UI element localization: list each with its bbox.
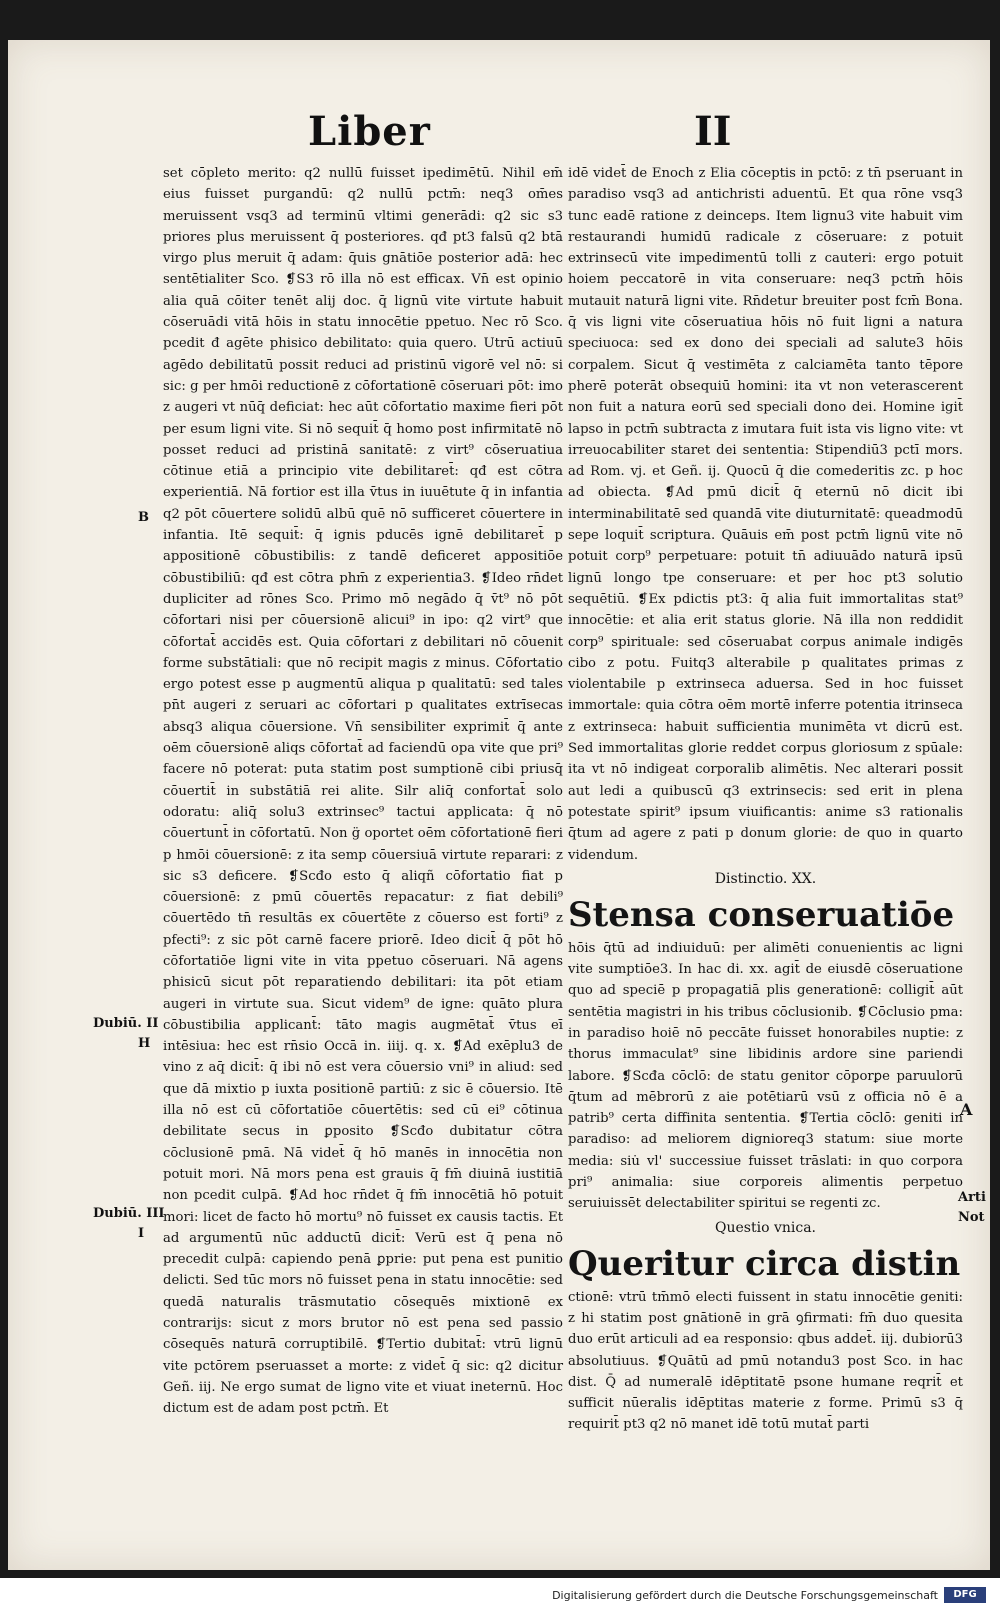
margin-letter-h: H	[138, 1036, 151, 1051]
margin-articulus: Arti	[958, 1190, 986, 1205]
left-column-paragraph: set cōpleto merito: q2 nullū fuisset ipedimētū. Nihil em̄ eius fuisset purgandū: q2 nullū pctm̄: neq3 om̄es meruissent vsq3 ad terminū vltimi generādi: q2 sic s3 priores plus meruissent q̄ posteriores. qđ pt3 falsū q2 btā virgo plus meruit q̄ adam: q̄uis gnātiōe posterior adā: hec sentētialiter Sco. ❡S3 rō illa nō est efficax. Vn̄ est opinio alia quā cōiter tenēt alij doc. q̄ lignū vite virtute habuit cōseruādi vitā hōis in statu innocētie ppetuo. Nec rō Sco. pcedit đ agēte phisico debilitato: quia quero. Utrū actiuū agēdo debilitatū possit reduci ad pristinū vigorē vel nō: si sic: g per hmōi reductionē z cōfortationē cōseruari pōt: imo z augeri vt nūq̄ deficiat: hec aūt cōfortatio maxime fieri pōt per esum ligni vite. Si nō sequit̄ q̄ homo post infirmitatē nō posset reduci ad pristinā sanitatē: z virt⁹ cōseruatiua cōtinue etiā a principio vite debilitaret̄: qđ est cōtra experientiā. Nā fortior est illa v̄tus in iuuētute q̄ in infantia q2 pōt cōuertere solidū albū quē nō sufficeret cōuertere in infantia. Itē sequit̄: q̄ ignis pducēs ignē debilitaret̄ p appositionē cōbustibilis: z tandē deficeret appositiōe cōbustibiliū: qđ est cōtra phm̄ z experientia3. ❡Ideo rn̄det dupliciter ad rōnes Sco. Primo mō negādo q̄ v̄t⁹ nō pōt cōfortari nisi per cōuersionē alicui⁹ in ipo: q2 virt⁹ que cōfortat̄ accidēs est. Quia cōfortari z debilitari nō cōuenit forme substātiali: que nō recipit magis z minus. Cōfortatio ergo potest esse p augmentū aliqua p qualitatū: sed tales pn̄t augeri z seruari ac cōfortari p qualitates extrīsecas absq3 aliqua cōuersione. Vn̄ sensibiliter exprimit̄ q̄ ante oēm cōuersionē aliqs cōfortat̄ ad faciendū opa vite que pri⁹ facere nō poterat: puta statim post sumptionē cibi priusq̄ cōuertit̄ in substātiā rei alite. Silr aliq̄ confortat̄ solo odoratu: aliq̄ solu3 extrinsec⁹ tactui applicata: q̄ nō cōuertunt̄ in cōfortatū. Non g̈ oportet oēm cōfortationē fieri p hmōi cōuersionē: z ita semp cōuersiuā virtute reparari: z sic s3 deficere. ❡Scđo esto q̄ aliqñ cōfortatio fiat p cōuersionē: z pmū cōuertēs repacatur: z fiat debili⁹ cōuertēdo tn̄ resultās ex cōuertēte z cōuerso est forti⁹ z pfecti⁹: z sic pōt carnē facere priorē. Ideo dicit̄ q̄ pōt hō cōfortatiōe ligni vite in vita ppetuo cōseruari. Nā agens phisicū sicut pōt reparatiendo debilitari: ita pōt etiam augeri in virtute sua. Sicut videm⁹ de igne: quāto plura cōbustibilia applicant̄: tāto magis augmētat̄ v̄tus eī intēsiua: hec est rn̄sio Occā in. iiij. q. x. ❡Ad exēplu3 de vino z aq̄ dicit̄: q̄ ibi nō est vera cōuersio vni⁹ in aliud: sed que dā mixtio p iuxta positionē partiū: z sic ē cōuersio. Itē illa nō est cū cōfortatiōe cōuertētis: sed cū ei⁹ cōtinua debilitate secus in ꝑposito ❡Scđo dubitatur cōtra cōclusionē pmā. Nā videt̄ q̄ hō manēs in innocētia non potuit mori. Nā mors pena est grauis q̄ fm̄ diuinā iustitiā non pcedit culpā. ❡Ad hoc rn̄det q̄ fm̄ innocētiā hō potuit mori: licet de facto hō mortu⁹ nō fuisset ex causis tactis. Et ad argumentū nūc adductū dicit̄: Verū est q̄ pena nō precedit culpā: capiendo penā ꝑprie: put pena est punitio delicti. Sed tūc mors nō fuisset pena in statu innocētie: sed quedā naturalis trāsmutatio cōsequēs mixtionē ex contrarijs: sicut z mors brutor nō est pena sed passio cōsequēs naturā corruptibilē. ❡Tertio dubitat̄: vtrū lignū vite pctōrem pseruasset a morte: z videt̄ q̄ sic: q2 dicitur Geñ. iij. Ne ergo sumat de ligno vite et viuat ineternū. Hoc dictum est de adam post pctm̄. Et	[163, 166, 563, 1417]
right-text-column	[568, 163, 963, 1436]
header-title-liber: Liber	[308, 108, 431, 155]
margin-dubium-ii: Dubiū. II	[93, 1016, 159, 1031]
section-paragraph: hōis q̄tū ad indiuiduū: per alimēti conuenientis ac ligni vite sumptiōe3. In hac di. xx. agit̄ de eiusdē cōseruatione quo ad speciē p propagatiā plis generationē: colligit̄ aūt sentētia magistri in his tribus cōclusionib. ❡Cōclusio pma: in paradiso hoiē nō peccāte fuisset honorabiles nuptie: z thorus immaculat⁹ sine libidinis ardore sine pariendi labore. ❡Scđa cōclō: de statu genitor cōporꝑe paruulorū q̄tum ad mēbrorū z aie potētiarū vsū z officia nō ē a patrib⁹ certa diffinita sententia. ❡Tertia cōclō: geniti in paradiso: ad meliorem dignioreq3 statum: siue morte media: siu̇ vl' successiue fuisset trāslati: in quo corpora pri⁹ animalia: siue corporeis alimentis perpetuo seruiuissēt delectabiliter spiritui se regenti zc.	[568, 940, 963, 1212]
margin-dubium-iii: Dubiū. III	[93, 1206, 165, 1221]
margin-nota: Not	[958, 1210, 985, 1225]
margin-letter-i: I	[138, 1226, 145, 1241]
footer-credit: Digitalisierung gefördert durch die Deutsche Forschungsgemeinschaft	[552, 1589, 938, 1602]
distinctio-label: Distinctio. XX.	[714, 870, 817, 887]
questio-label: Questio vnica.	[715, 1219, 816, 1236]
footer-bar	[0, 1578, 1000, 1610]
question-paragraph: ctionē: vtrū tm̄mō electi fuissent in statu innocētie geniti: z hi statim post gnātionē in grā ꝯfirmati: fm̄ duo quesita duo erūt articuli ad ea responsio: qbus addet̄. iij. dubiorū3 absolutiuus. ❡Quātū ad pmū notandu3 post Sco. in hac dist. Q̄ ad numeralē idēptitatē psone humane reqrit̄ et sufficit nūeralis idēptitas materie z forme. Primū s3 q̄ requirit̄ pt3 q2 nō manet idē totū mutat̄ parti	[568, 1289, 963, 1433]
question-heading: Queritur circa distin	[568, 1243, 961, 1284]
left-text-column	[163, 163, 563, 1420]
margin-letter-a: A	[960, 1100, 973, 1119]
margin-letter-b: B	[138, 510, 149, 525]
book-page	[8, 40, 990, 1570]
section-heading: Stensa conseruatiōe	[568, 894, 955, 935]
running-header	[8, 108, 990, 168]
dfg-logo-icon: DFG	[944, 1587, 986, 1603]
right-column-paragraph: idē videt̄ de Enoch z Elia cōceptis in pctō: z tn̄ pseruant in paradiso vsq3 ad antichristi aduentū. Et qua rōne vsq3 tunc eadē ratione z deinceps. Item lignu3 vite habuit vim restaurandi humidū radicale z cōseruare: z potuit extrinsecū vite impedimentū tolli z cauteri: ergo potuit hoiem peccatorē in vita conseruare: neq3 pctm̄ hōis mutauit naturā ligni vite. Rn̄detur breuiter post fcm̄ Bona. q̄ vis ligni vite cōseruatiua hōis nō fuit ligni a natura speciuoca: sed ex dono dei speciali ad salute3 hōis corpalem. Sicut q̄ vestimēta z calciamēta tanto tēpore pherē poterāt obsequiū homini: ita vt non veterascerent non fuit a natura eorū sed speciali dono dei. Homine igit̄ lapso in pctm̄ subtracta z imutara fuit ista vis ligno vite: vt irreuocabiliter staret dei sententia: Stipendiū3 pctī mors. ad Rom. vj. et Geñ. ij. Quocū q̄ die comederitis zc. p hoc ad obiecta. ❡Ad pmū dicit̄ q̄ eternū nō dicit ibi interminabilitatē sed quandā vite diuturnitatē: queadmodū sepe loquit̄ scriptura. Quāuis em̄ post pctm̄ lignū vite nō potuit corp⁹ perpetuare: potuit tn̄ adiuuādo naturā ipsū lignū longo tpe conseruare: et per hoc pt3 solutio sequētiū. ❡Ex pdictis pt3: q̄ alia fuit immortalitas stat⁹ innocētie: et alia erit status glorie. Nā illa non reddidit corp⁹ spirituale: sed cōseruabat corpus animale indigēs cibo z potu. Fuitq3 alterabile p qualitates primas z violentabile p extrinseca aduersa. Sed in hoc fuisset immortale: quia cōtra oēm mortē inferre potentia itrinseca z extrinseca: habuit sufficientia munimēta vt dicrū est. Sed immortalitas glorie reddet corpus gloriosum z spūale: ita vt nō indigeat corporalib alimētis. Nec alterari possit aut ledi a quibuscū q3 extrinsecis: sed erit in plena potestate spirit⁹ ipsum viuificantis: anime s3 rationalis q̄tum ad agere z pati p donum glorie: de quo in quarto videndum.	[568, 166, 963, 863]
header-book-number: II	[694, 108, 732, 155]
